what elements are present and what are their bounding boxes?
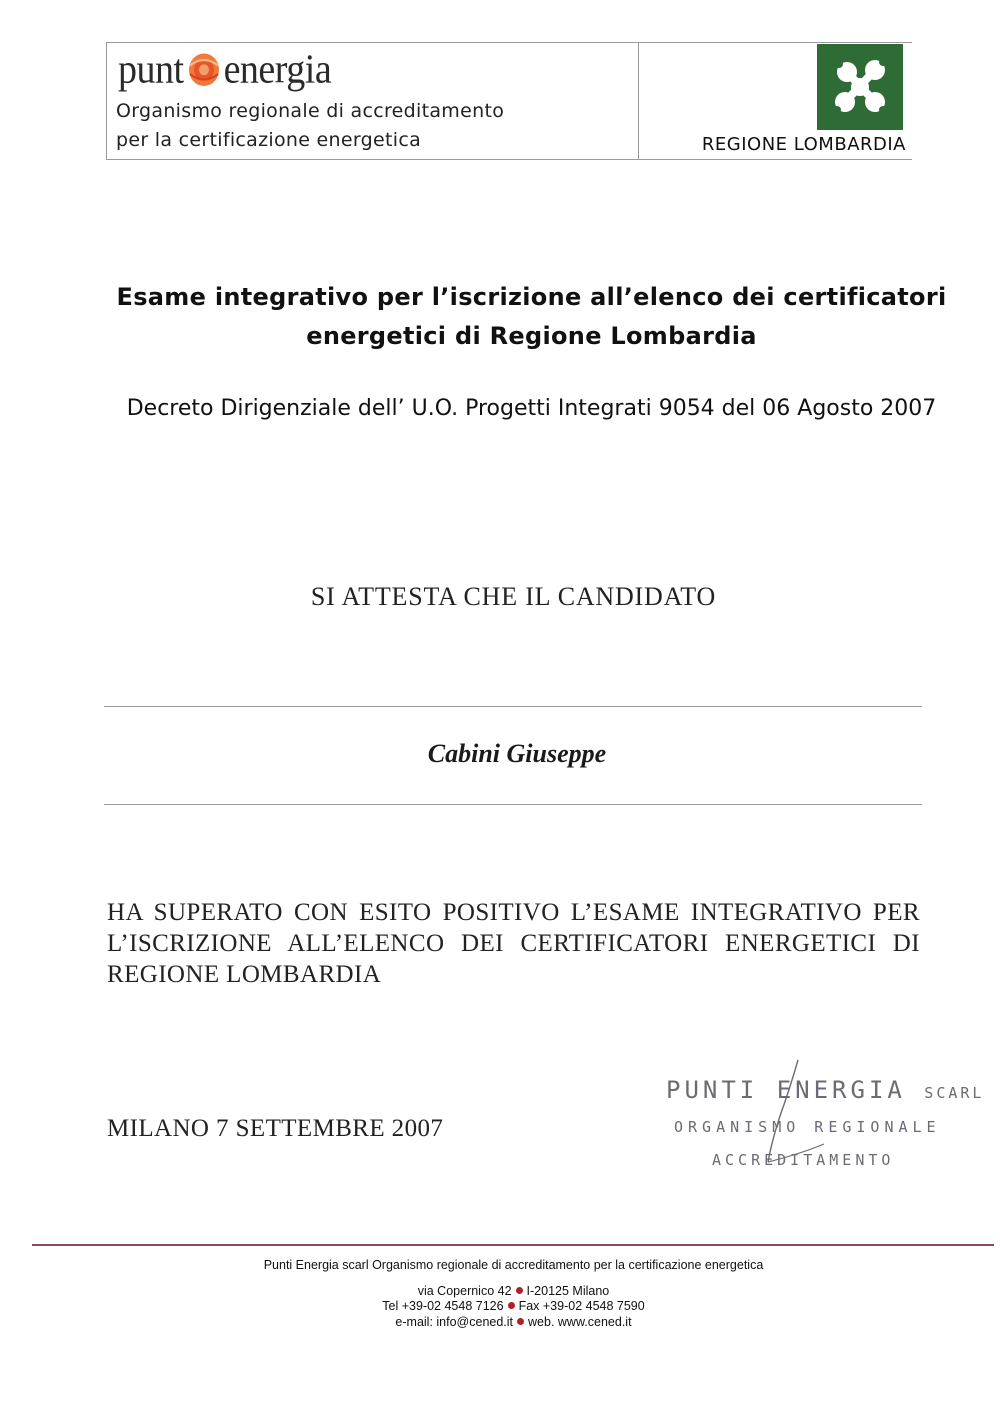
footer-phone [0, 1299, 1000, 1313]
bullet-icon [516, 1287, 523, 1294]
footer-street: via Copernico 42 [417, 1284, 512, 1298]
footer-rule [32, 1244, 994, 1246]
attestation-heading: SI ATTESTA CHE IL CANDIDATO [310, 582, 717, 611]
document-title-line1: Esame integrativo per l’iscrizione all’elenco dei certificatori [116, 283, 947, 311]
place-and-date: MILANO 7 SETTEMBRE 2007 [107, 1115, 444, 1142]
punti-energia-logo [118, 46, 331, 94]
footer-address [0, 1284, 1000, 1298]
exam-outcome-text: HA SUPERATO CON ESITO POSITIVO L’ESAME INTEGRATIVO PER L’ISCRIZIONE ALL’ELENCO DEI CERTIFICATORI ENERGETICI DI REGIONE LOMBARDIA [107, 899, 920, 988]
document-title-line2: energetici di Regione Lombardia [306, 322, 757, 350]
header-divider [638, 42, 639, 160]
region-name: REGIONE LOMBARDIA [701, 134, 906, 155]
sun-icon [186, 50, 222, 89]
bullet-icon [508, 1302, 515, 1309]
footer-city: I-20125 Milano [526, 1284, 610, 1298]
logo-text-right: energia [223, 47, 332, 93]
stamp-line3: ACCREDITAMENTO [712, 1151, 895, 1169]
stamp-main-text: PUNTI ENERGIA [666, 1076, 906, 1104]
footer-organization: Punti Energia scarl Organismo regionale di accreditamento per la certificazione energetica [263, 1258, 764, 1272]
candidate-name: Cabini Giuseppe [427, 739, 607, 768]
decree-reference: Decreto Dirigenziale dell’ U.O. Progetti Integrati 9054 del 06 Agosto 2007 [126, 396, 937, 421]
stamp-small-text: SCARL [924, 1084, 985, 1102]
footer-contacts [0, 1315, 1000, 1329]
signature-mark [740, 1058, 830, 1168]
stamp-line2: ORGANISMO REGIONALE [674, 1118, 941, 1136]
org-subtitle-line1: Organismo regionale di accreditamento [116, 100, 505, 122]
footer-email: e-mail: info@cened.it [395, 1315, 514, 1329]
bullet-icon [517, 1318, 524, 1325]
footer-fax: Fax +39-02 4548 7590 [518, 1299, 645, 1313]
footer-tel: Tel +39-02 4548 7126 [382, 1299, 504, 1313]
candidate-rule-top [104, 706, 922, 707]
footer-web: web. www.cened.it [528, 1315, 632, 1329]
candidate-rule-bottom [104, 804, 922, 805]
org-subtitle-line2: per la certificazione energetica [116, 129, 422, 151]
lombardy-rose-icon [817, 44, 903, 130]
logo-text-left: punt [118, 47, 184, 93]
